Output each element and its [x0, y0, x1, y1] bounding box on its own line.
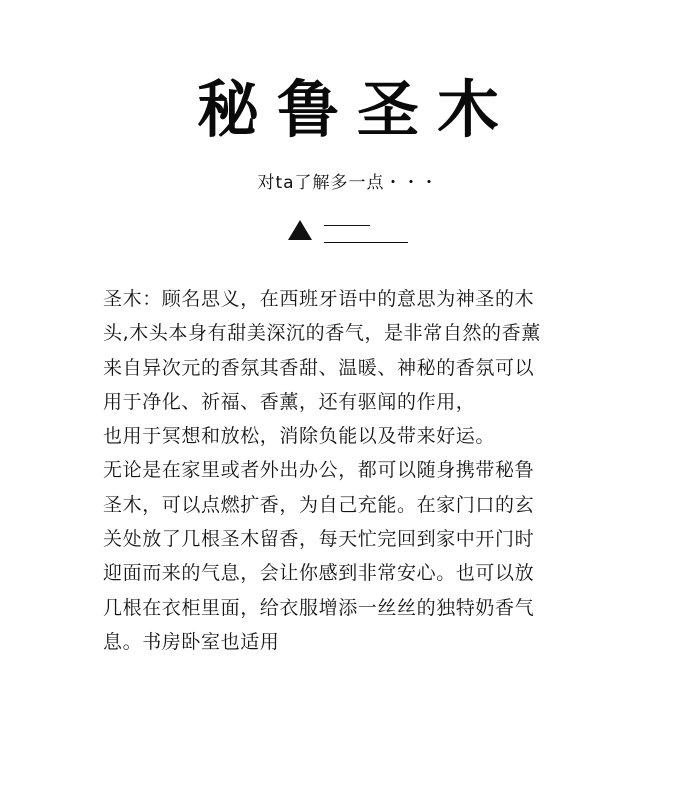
divider-line-bottom [324, 242, 408, 243]
text-line: 无论是在家里或者外出办公，都可以随身携带秘鲁 [103, 459, 535, 482]
description-text [103, 282, 623, 659]
text-line: 迎面而来的气息，会让你感到非常安心。也可以放 [103, 562, 535, 585]
page-title: 秘鲁圣木 [196, 73, 517, 146]
text-line: 头,木头本身有甜美深沉的香气，是非常自然的香薰 [103, 322, 541, 345]
text-line: 几根在衣柜里面，给衣服增添一丝丝的独特奶香气 [103, 596, 535, 619]
divider-lines [324, 225, 408, 237]
text-line: 用于净化、祈福、香薰，还有驱闻的作用， [103, 390, 476, 413]
text-line: 来自异次元的香氛其香甜、温暖、神秘的香氛可以 [103, 356, 535, 379]
text-line: 也用于冥想和放松，消除负能以及带来好运。 [103, 425, 496, 448]
triangle-icon [288, 220, 312, 240]
page-subtitle: 对ta了解多一点・・・ [257, 173, 439, 193]
text-line: 圣木，可以点燃扩香，为自己充能。在家门口的玄 [103, 493, 535, 516]
divider-line-top [324, 225, 370, 226]
text-line: 息。书房卧室也适用 [103, 630, 280, 653]
text-line: 圣木：顾名思义，在西班牙语中的意思为神圣的木 [103, 288, 535, 310]
decorative-divider [288, 218, 408, 244]
text-line: 关处放了几根圣木留香，每天忙完回到家中开门时 [103, 528, 535, 551]
